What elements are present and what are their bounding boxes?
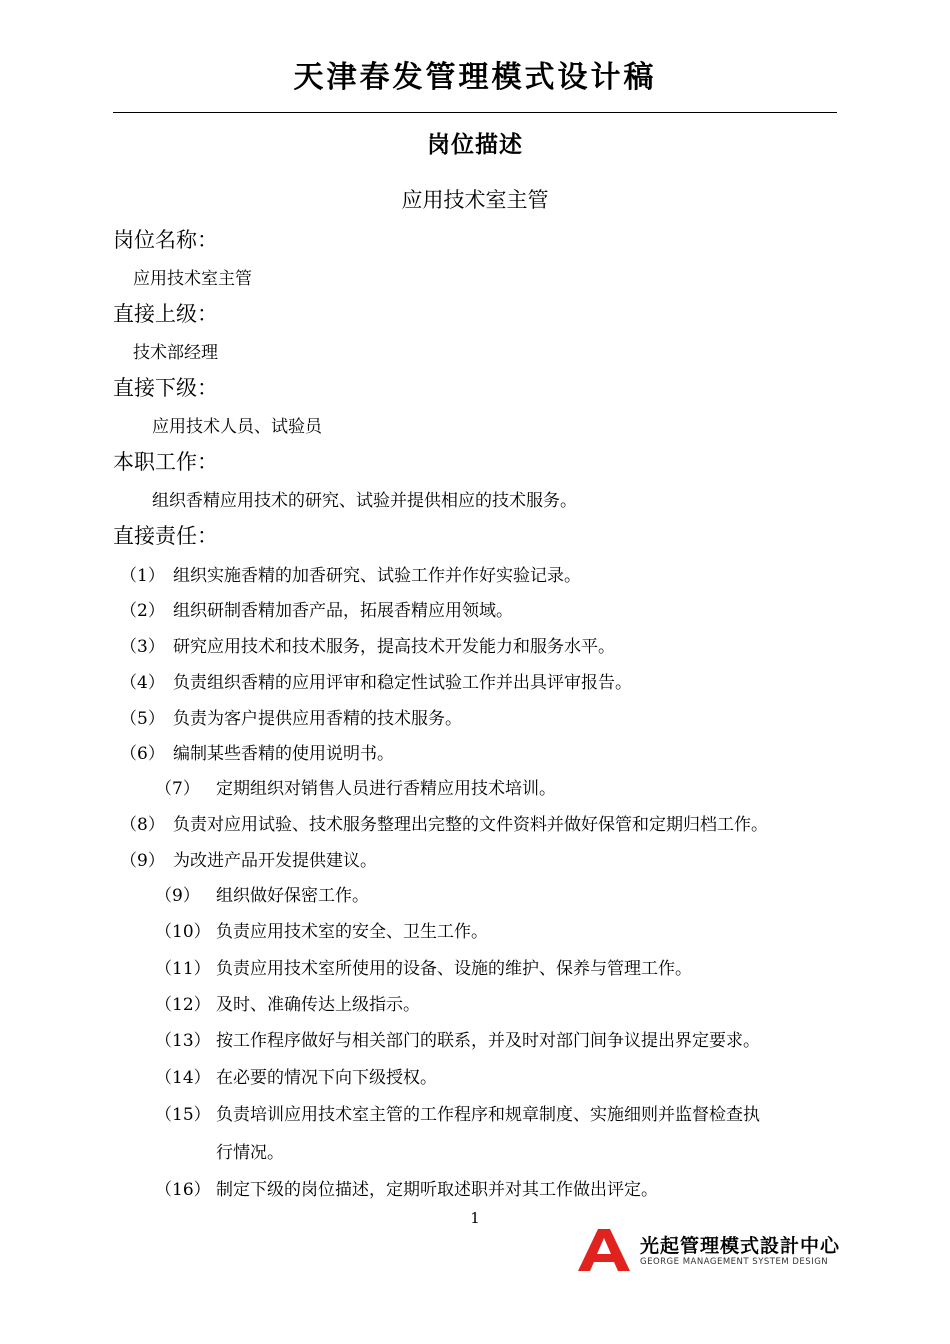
- section-duty-label: 本职工作：: [113, 450, 218, 474]
- item-number: （4）: [120, 673, 165, 693]
- responsibility-item: [155, 881, 369, 906]
- page-number: 1: [470, 1209, 480, 1227]
- item-text: 在必要的情况下向下级授权。: [216, 1068, 437, 1088]
- item-text: 编制某些香精的使用说明书。: [173, 744, 394, 764]
- header-divider: [113, 112, 837, 113]
- duty-value: 组织香精应用技术的研究、试验并提供相应的技术服务。: [152, 491, 577, 511]
- superior-value: 技术部经理: [133, 343, 218, 363]
- item-number: （14）: [155, 1068, 211, 1088]
- item-text: 定期组织对销售人员进行香精应用技术培训。: [216, 779, 556, 799]
- item-number: （8）: [120, 815, 165, 835]
- item-text: 组织研制香精加香产品，拓展香精应用领域。: [173, 601, 513, 621]
- item-text: 负责应用技术室的安全、卫生工作。: [216, 922, 488, 942]
- item-number: （3）: [120, 637, 165, 657]
- section-superior-label: 直接上级：: [113, 302, 218, 326]
- position-name-value: 应用技术室主管: [133, 269, 252, 289]
- item-text: 按工作程序做好与相关部门的联系，并及时对部门间争议提出界定要求。: [216, 1031, 760, 1051]
- item-number: （6）: [120, 744, 165, 764]
- responsibility-item: [120, 596, 513, 621]
- item-number: （13）: [155, 1031, 211, 1051]
- item-text: 及时、准确传达上级指示。: [216, 995, 420, 1015]
- responsibility-item: [155, 1026, 760, 1051]
- section-position-name-label: 岗位名称：: [113, 228, 218, 252]
- item-number: （10）: [155, 922, 211, 942]
- responsibility-item: [120, 704, 462, 729]
- responsibility-item: [155, 954, 692, 979]
- responsibility-item: [120, 561, 581, 586]
- section-responsibilities-label: 直接责任：: [113, 524, 218, 548]
- item-text: 负责应用技术室所使用的设备、设施的维护、保养与管理工作。: [216, 959, 692, 979]
- responsibility-item: [155, 917, 488, 942]
- responsibility-item: [155, 1100, 760, 1125]
- item-number: （15）: [155, 1105, 211, 1125]
- subordinate-value: 应用技术人员、试验员: [152, 417, 322, 437]
- item-number: （1）: [120, 566, 165, 586]
- item-number: （9）: [120, 851, 165, 871]
- item-text: 负责对应用试验、技术服务整理出完整的文件资料并做好保管和定期归档工作。: [173, 815, 768, 835]
- item-number: （2）: [120, 601, 165, 621]
- responsibility-item: [155, 774, 556, 799]
- item-text: 负责培训应用技术室主管的工作程序和规章制度、实施细则并监督检查执: [216, 1105, 760, 1125]
- item-text: 组织实施香精的加香研究、试验工作并作好实验记录。: [173, 566, 581, 586]
- item-number: （16）: [155, 1180, 211, 1200]
- responsibility-item: [120, 739, 394, 764]
- item-number: （7）: [155, 779, 200, 799]
- responsibility-item: [155, 990, 420, 1015]
- item-number: （5）: [120, 709, 165, 729]
- item-number: （12）: [155, 995, 211, 1015]
- item-text: 负责为客户提供应用香精的技术服务。: [173, 709, 462, 729]
- section-subordinate-label: 直接下级：: [113, 376, 218, 400]
- item-text: 为改进产品开发提供建议。: [173, 851, 377, 871]
- responsibility-item: [120, 846, 377, 871]
- responsibility-item: [155, 1175, 658, 1200]
- responsibility-item: [120, 632, 615, 657]
- item-text: 研究应用技术和技术服务，提高技术开发能力和服务水平。: [173, 637, 615, 657]
- item-text: 组织做好保密工作。: [216, 886, 369, 906]
- item-number: （9）: [155, 886, 200, 906]
- item-text: 负责组织香精的应用评审和稳定性试验工作并出具评审报告。: [173, 673, 632, 693]
- responsibility-item: [120, 668, 632, 693]
- responsibility-item-continuation: 行情况。: [216, 1143, 284, 1163]
- logo-chinese-name: 光起管理模式設計中心: [640, 1235, 841, 1257]
- logo-a-mark-icon: [576, 1229, 632, 1271]
- logo-english-name: GEORGE MANAGEMENT SYSTEM DESIGN: [640, 1257, 829, 1267]
- item-text: 制定下级的岗位描述，定期听取述职并对其工作做出评定。: [216, 1180, 658, 1200]
- responsibility-item: [155, 1063, 437, 1088]
- document-type-heading: 岗位描述: [427, 132, 523, 158]
- document-header-title: 天津春发管理模式设计稿: [293, 60, 657, 95]
- position-title: 应用技术室主管: [401, 188, 549, 212]
- company-logo: [576, 1229, 841, 1271]
- item-number: （11）: [155, 959, 211, 979]
- responsibility-item: [120, 810, 768, 835]
